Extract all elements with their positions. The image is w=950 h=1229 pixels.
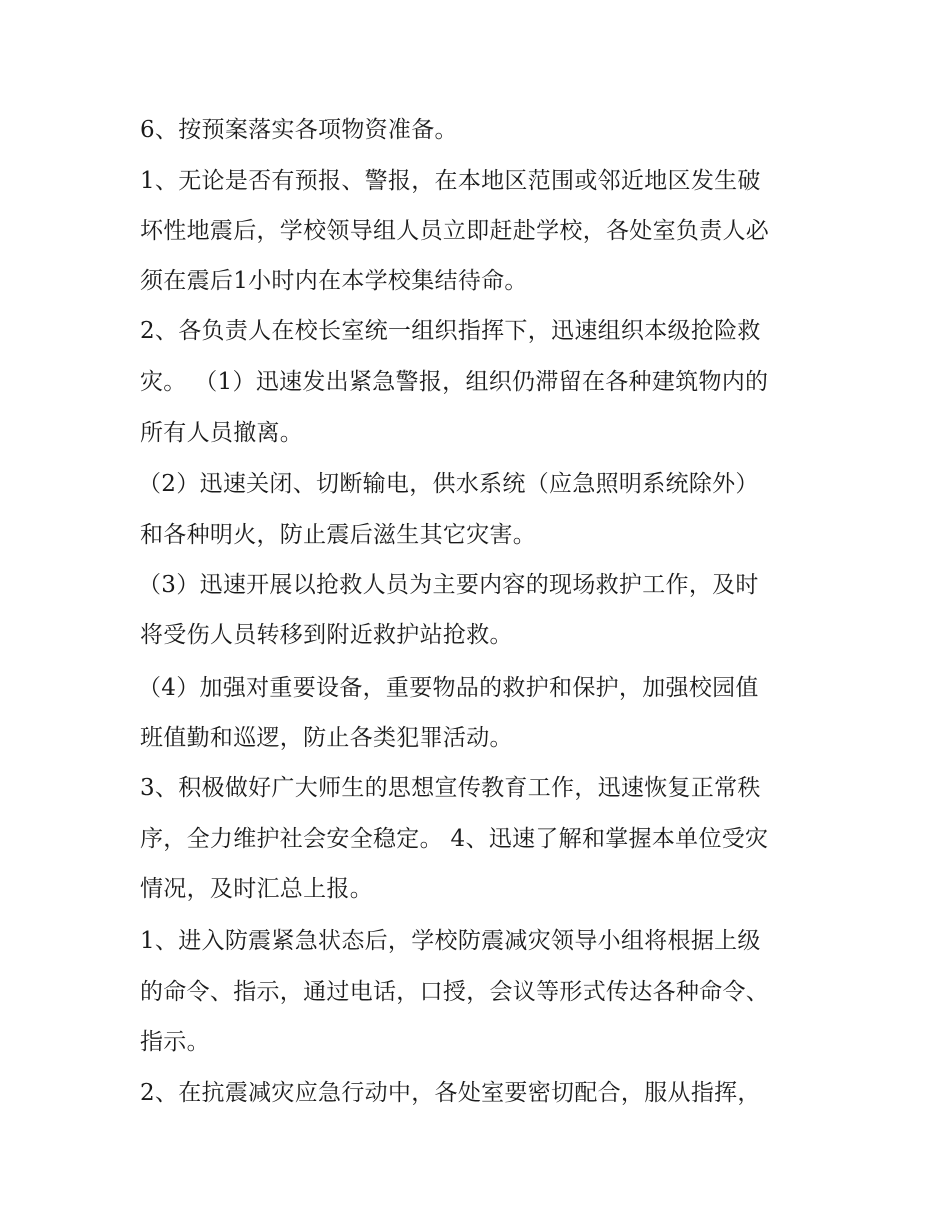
text-line: 将受伤人员转移到附近救护站抢救。 [140, 622, 513, 648]
text-line: 班值勤和巡逻，防止各类犯罪活动。 [140, 725, 513, 751]
text-line: 1、进入防震紧急状态后，学校防震减灾领导小组将根据上级 [140, 928, 761, 954]
text-line: （3）迅速开展以抢救人员为主要内容的现场救护工作，及时 [138, 572, 759, 598]
text-line: 灾。 （1）迅速发出紧急警报，组织仍滞留在各种建筑物内的 [140, 369, 769, 395]
text-line: 的命令、指示，通过电话，口授，会议等形式传达各种命令、 [140, 979, 770, 1005]
text-line: 和各种明火，防止震后滋生其它灾害。 [140, 522, 537, 548]
text-line: （2）迅速关闭、切断输电，供水系统（应急照明系统除外） [138, 471, 759, 497]
text-line: 情况，及时汇总上报。 [140, 876, 373, 902]
text-line: 须在震后1小时内在本学校集结待命。 [140, 268, 528, 294]
text-line: 序，全力维护社会安全稳定。 4、迅速了解和掌握本单位受灾 [140, 826, 769, 852]
text-line: 3、积极做好广大师生的思想宣传教育工作，迅速恢复正常秩 [140, 775, 761, 801]
text-line: （4）加强对重要设备，重要物品的救护和保护，加强校园值 [138, 675, 759, 701]
text-line: 1、无论是否有预报、警报，在本地区范围或邻近地区发生破 [140, 168, 761, 194]
text-line: 所有人员撤离。 [140, 420, 304, 446]
text-line: 2、各负责人在校长室统一组织指挥下，迅速组织本级抢险救 [140, 318, 761, 344]
text-line: 指示。 [140, 1029, 210, 1055]
text-line: 坏性地震后，学校领导组人员立即赶赴学校，各处室负责人必 [140, 218, 770, 244]
text-line: 2、在抗震减灾应急行动中，各处室要密切配合，服从指挥， [140, 1080, 761, 1106]
text-line: 6、按预案落实各项物资准备。 [140, 117, 458, 143]
